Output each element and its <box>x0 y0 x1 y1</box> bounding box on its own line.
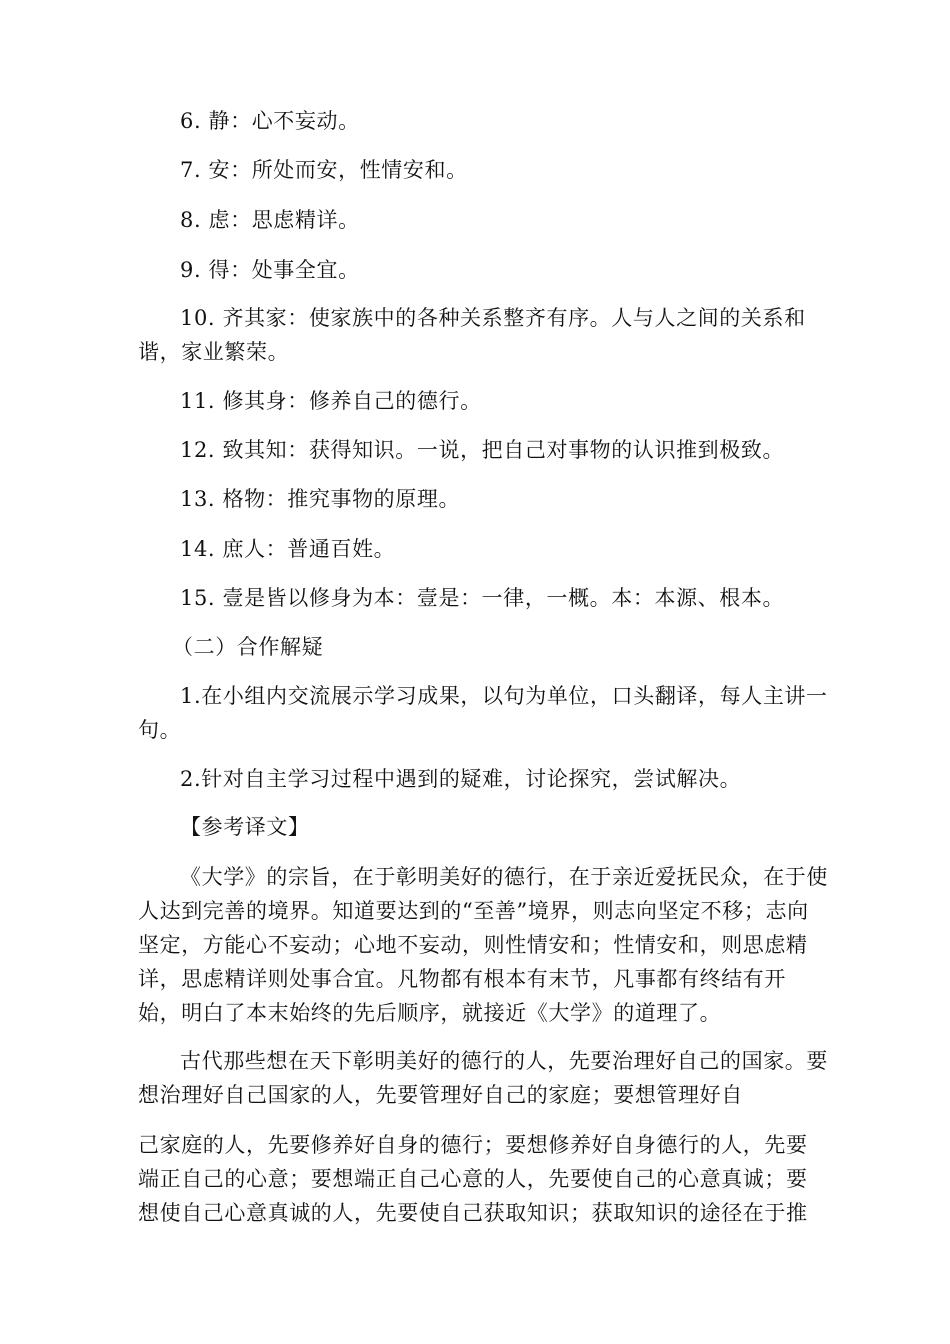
note-item-8: 8. 虑：思虑精详。 <box>180 208 360 232</box>
translation-paragraph: 《大学》的宗旨，在于彰明美好的德行，在于亲近爱抚民众，在于使人达到完善的境界。知道要达到的“至善”境界，则志向坚定不移；志向坚定，方能心不妄动；心地不妄动，则性情安和；性情安和，则思虑精详，思虑精详则处事合宜。凡物都有根本有末节，凡事都有终结有开始，明白了本末始终的先后顺序，就接近《大学》的道理了。 <box>138 865 828 1025</box>
task-item-2: 2.针对自主学习过程中遇到的疑难，讨论探究，尝试解决。 <box>180 767 742 791</box>
note-item-7: 7. 安：所处而安，性情安和。 <box>180 158 468 182</box>
note-item-13: 13. 格物：推究事物的原理。 <box>180 487 461 511</box>
note-item-12: 12. 致其知：获得知识。一说，把自己对事物的认识推到极致。 <box>180 438 785 462</box>
note-item-9: 9. 得：处事全宜。 <box>180 258 360 282</box>
note-item-11: 11. 修其身：修养自己的德行。 <box>180 389 482 413</box>
note-item-6: 6. 静：心不妄动。 <box>180 109 360 133</box>
note-item-15: 15. 壹是皆以修身为本：壹是：一律，一概。本：本源、根本。 <box>180 586 785 610</box>
translation-paragraph-continued: 己家庭的人，先要修养好自身的德行；要想修养好自身德行的人，先要端正自己的心意；要想端正自己心意的人，先要使自己的心意真诚；要想使自己心意真诚的人，先要使自己获取知识；获取知识的途径在于推 <box>138 1133 808 1225</box>
reference-heading: 【参考译文】 <box>180 815 310 839</box>
section-heading: （二）合作解疑 <box>172 635 324 659</box>
translation-paragraph: 古代那些想在天下彰明美好的德行的人，先要治理好自己的国家。要想治理好自己国家的人，先要管理好自己的家庭；要想管理好自 <box>138 1049 828 1107</box>
note-item-10: 10. 齐其家：使家族中的各种关系整齐有序。人与人之间的关系和谐，家业繁荣。 <box>138 306 806 364</box>
note-item-14: 14. 庶人：普通百姓。 <box>180 537 396 561</box>
task-item-1: 1.在小组内交流展示学习成果，以句为单位，口头翻译，每人主讲一句。 <box>138 684 828 742</box>
